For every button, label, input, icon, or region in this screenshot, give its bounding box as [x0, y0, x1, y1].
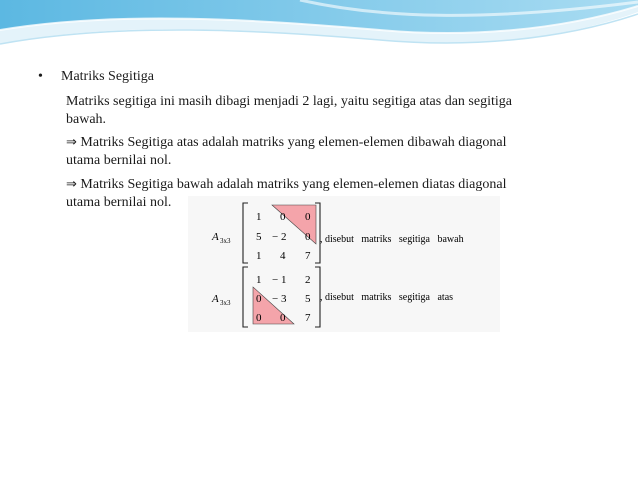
upper-line-1: Matriks Segitiga atas adalah matriks yang elemen-elemen dibawah diagonal — [80, 135, 507, 150]
matrix-cell: 5 — [305, 293, 311, 305]
matrix-cell: 0 — [305, 211, 311, 223]
matrix-cell: 5 — [256, 231, 262, 243]
upper-triangular-paragraph — [66, 134, 596, 170]
matrix-figure — [188, 196, 500, 332]
bullet-title: Matriks Segitiga — [61, 69, 154, 84]
upper-line-2: utama bernilai nol. — [66, 153, 172, 168]
lower-matrix-label: A — [212, 231, 219, 243]
implies-arrow-icon: ⇒ — [66, 135, 77, 150]
intro-paragraph — [66, 93, 596, 129]
lower-line-2: utama bernilai nol. — [66, 195, 172, 210]
matrix-cell: 7 — [305, 312, 311, 324]
lower-matrix-subscript: 3x3 — [220, 237, 231, 245]
bullet-dot-icon: • — [38, 69, 43, 84]
lower-matrix-description: , disebut matriks segitiga bawah — [320, 234, 464, 245]
upper-matrix-label: A — [212, 293, 219, 305]
matrix-cell: 7 — [305, 250, 311, 262]
matrix-cell: 1 — [256, 274, 262, 286]
matrix-cell: 0 — [305, 231, 311, 243]
intro-line-1: Matriks segitiga ini masih dibagi menjadi 2 lagi, yaitu segitiga atas dan segitiga — [66, 94, 512, 109]
matrix-cell: 0 — [280, 312, 286, 324]
matrix-cell: 1 — [256, 211, 262, 223]
upper-matrix-subscript: 3x3 — [220, 299, 231, 307]
matrix-cell: 2 — [305, 274, 311, 286]
matrix-cell: − 2 — [272, 231, 287, 243]
upper-matrix-description: , disebut matriks segitiga atas — [320, 292, 454, 303]
matrix-cell: 0 — [280, 211, 286, 223]
implies-arrow-icon: ⇒ — [66, 177, 77, 192]
matrix-cell: 0 — [256, 293, 262, 305]
matrix-cell: − 1 — [272, 274, 287, 286]
lower-line-1: Matriks Segitiga bawah adalah matriks yang elemen-elemen diatas diagonal — [80, 177, 507, 192]
matrix-cell: − 3 — [272, 293, 287, 305]
intro-line-2: bawah. — [66, 112, 107, 127]
matrix-cell: 1 — [256, 250, 262, 262]
matrix-cell: 0 — [256, 312, 262, 324]
matrix-cell: 4 — [280, 250, 286, 262]
